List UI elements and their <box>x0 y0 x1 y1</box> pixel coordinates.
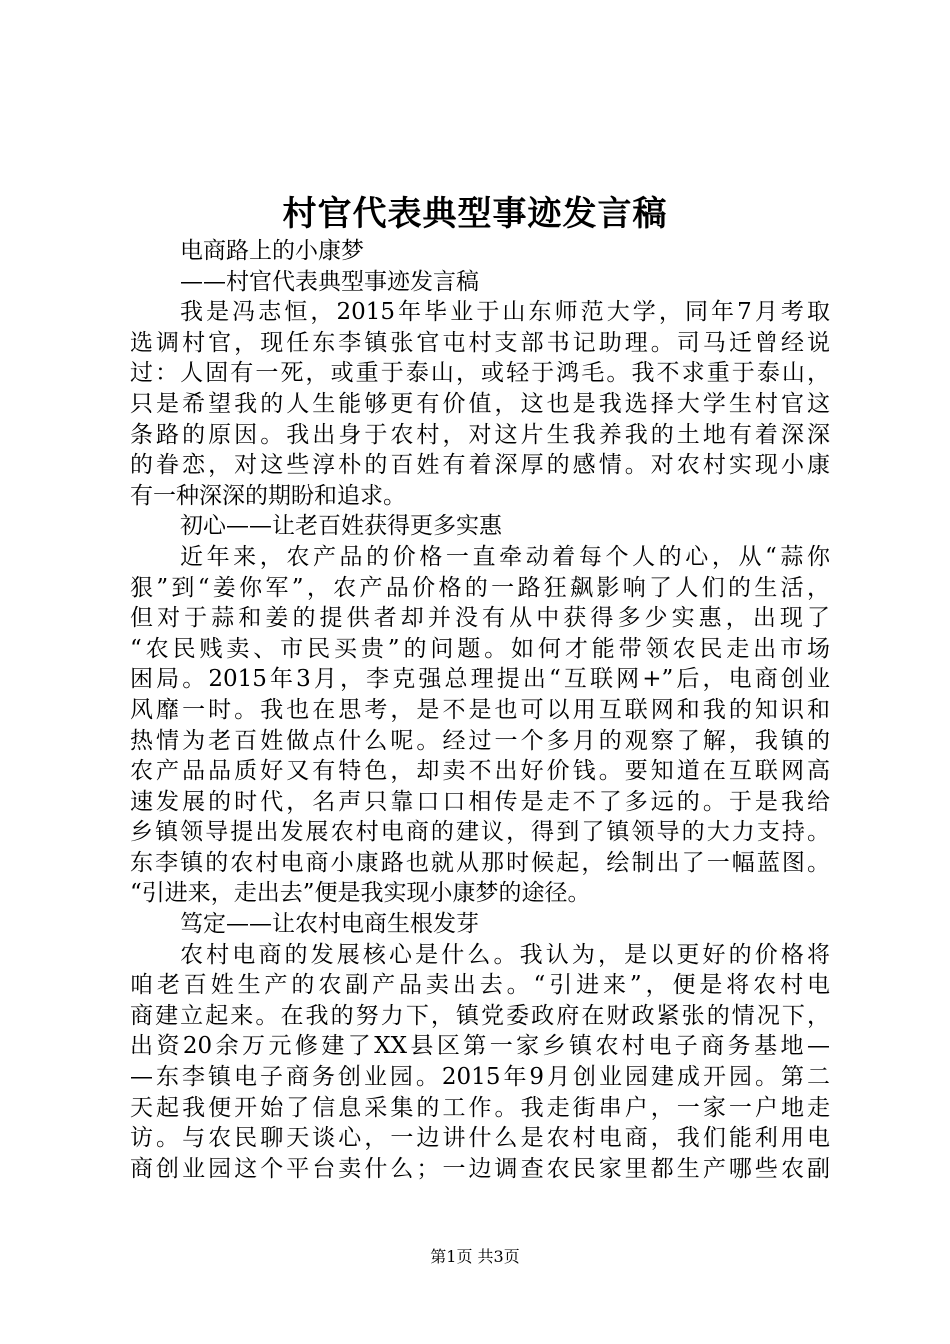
paragraph-line: 商创业园这个平台卖什么；一边调查农民家里都生产哪些农副 <box>130 1155 830 1182</box>
paragraph-line: 天起我便开始了信息采集的工作。我走街串户，一家一户地走 <box>130 1094 830 1121</box>
paragraph-line: 过：人固有一死，或重于泰山，或轻于鸿毛。我不求重于泰山， <box>130 360 830 387</box>
paragraph-line: 但对于蒜和姜的提供者却并没有从中获得多少实惠，出现了 <box>130 605 830 632</box>
paragraph-line: 速发展的时代，名声只靠口口相传是走不了多远的。于是我给 <box>130 788 830 815</box>
paragraph-line: 风靡一时。我也在思考，是不是也可以用互联网和我的知识和 <box>130 696 830 723</box>
paragraph-line: 近年来，农产品的价格一直牵动着每个人的心，从“蒜你 <box>180 543 830 570</box>
paragraph-line: “农民贱卖、市民买贵”的问题。如何才能带领农民走出市场 <box>130 635 830 662</box>
section-heading: 笃定——让农村电商生根发芽 <box>180 911 479 938</box>
paragraph-line: 困局。2015年3月，李克强总理提出“互联网+”后，电商创业 <box>130 666 830 693</box>
document-title: 村官代表典型事迹发言稿 <box>282 194 668 234</box>
paragraph-line: 咱老百姓生产的农副产品卖出去。“引进来”，便是将农村电 <box>130 972 830 999</box>
paragraph-line: 我是冯志恒，2015年毕业于山东师范大学，同年7月考取 <box>180 299 830 326</box>
paragraph-line: 东李镇的农村电商小康路也就从那时候起，绘制出了一幅蓝图。 <box>130 849 830 876</box>
paragraph-line: 农村电商的发展核心是什么。我认为，是以更好的价格将 <box>180 941 830 968</box>
document-body <box>130 236 830 1184</box>
paragraph-line: 条路的原因。我出身于农村，对这片生我养我的土地有着深深 <box>130 421 830 448</box>
paragraph-line: 只是希望我的人生能够更有价值，这也是我选择大学生村官这 <box>130 390 830 417</box>
paragraph-line: 选调村官，现任东李镇张官屯村支部书记助理。司马迁曾经说 <box>130 329 830 356</box>
paragraph-line: “引进来，走出去”便是我实现小康梦的途径。 <box>130 880 591 907</box>
paragraph-line: 有一种深深的期盼和追求。 <box>130 482 406 509</box>
paragraph-line: 商建立起来。在我的努力下，镇党委政府在财政紧张的情况下， <box>130 1002 830 1029</box>
paragraph-line: 访。与农民聊天谈心，一边讲什么是农村电商，我们能利用电 <box>130 1125 830 1152</box>
section-heading: 初心——让老百姓获得更多实惠 <box>180 513 502 540</box>
subtitle-line: 电商路上的小康梦 <box>180 238 364 264</box>
paragraph-line: 出资20余万元修建了XX县区第一家乡镇农村电子商务基地— <box>130 1033 830 1060</box>
paragraph-line: 乡镇领导提出发展农村电商的建议，得到了镇领导的大力支持。 <box>130 819 830 846</box>
subtitle-line: ——村官代表典型事迹发言稿 <box>180 268 479 295</box>
paragraph-line: —东李镇电子商务创业园。2015年9月创业园建成开园。第二 <box>130 1064 830 1091</box>
paragraph-line: 的眷恋，对这些淳朴的百姓有着深厚的感情。对农村实现小康 <box>130 452 830 479</box>
paragraph-line: 狠”到“姜你军”，农产品价格的一路狂飙影响了人们的生活， <box>130 574 830 601</box>
page-footer: 第1页 共3页 <box>430 1247 520 1266</box>
paragraph-line: 热情为老百姓做点什么呢。经过一个多月的观察了解，我镇的 <box>130 727 830 754</box>
paragraph-line: 农产品品质好又有特色，却卖不出好价钱。要知道在互联网高 <box>130 758 830 785</box>
